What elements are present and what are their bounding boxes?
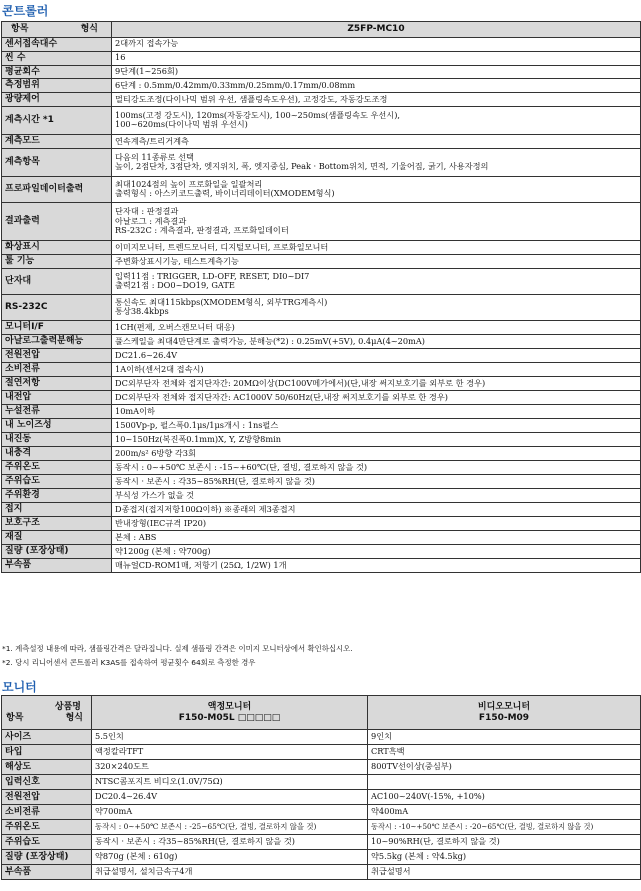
spec-value xyxy=(112,254,641,268)
video-monitor-value: AC100~240V(-15%, +10%) xyxy=(368,790,641,805)
footnote: *1. 계측설정 내용에 따라, 샘플링간격은 달라집니다. 실제 샘플링 간격은 이미지 모니터상에서 확인하십시오. xyxy=(2,644,353,653)
monitor-spec-row xyxy=(2,835,641,850)
spec-label: 내충격 xyxy=(2,446,112,460)
spec-value-line: 높이, 2점단차, 3점단차, 엣지위치, 폭, 엣지중심, Peak · Bottom위치, 면적, 기울어짐, 굵기, 사용자정의 xyxy=(115,161,489,172)
spec-value-line: 입력11점 : TRIGGER, LD-OFF, RESET, DI0~DI7 xyxy=(115,270,310,281)
spec-label: 결과출력 xyxy=(2,202,112,240)
spec-label: 누설전류 xyxy=(2,404,112,418)
video-monitor-value: 동작시 : -10~+50℃ 보존시 : -20~65℃(단, 결빙, 결로하지 않을 것) xyxy=(368,820,641,835)
spec-row xyxy=(2,544,641,558)
spec-value-line: DC외부단자 전체와 접지단자간: 20MΩ이상(DC100V메가에서)(단,내장 써지보호기를 외부로 한 경우) xyxy=(115,377,486,388)
lcd-monitor-value: NTSC콤포지트 비디오(1.0V/75Ω) xyxy=(92,775,368,790)
spec-value xyxy=(112,294,641,320)
spec-row xyxy=(2,268,641,294)
video-monitor-model: F150-M09 xyxy=(478,712,530,723)
spec-value-line: 풀스케일을 최대4만단계로 출력가능, 분해능(*2) : 0.25mV(+5V), 0.4μA(4~20mA) xyxy=(115,335,425,346)
spec-value-line: 최대1024점의 높이 프로화일을 일괄처리 xyxy=(115,178,263,189)
spec-row xyxy=(2,432,641,446)
spec-row xyxy=(2,558,641,572)
spec-row xyxy=(2,488,641,502)
spec-label: 단자대 xyxy=(2,268,112,294)
spec-row xyxy=(2,294,641,320)
spec-row xyxy=(2,474,641,488)
spec-label: 주위환경 xyxy=(2,488,112,502)
spec-value-line: 200m/s² 6방향 각3회 xyxy=(115,447,196,458)
spec-label: 아날로그출력분해능 xyxy=(2,334,112,348)
monitor-header-row xyxy=(2,696,641,730)
lcd-monitor-name: 액정모니터 xyxy=(207,701,252,712)
spec-value xyxy=(112,176,641,202)
spec-row xyxy=(2,240,641,254)
spec-row xyxy=(2,390,641,404)
lcd-monitor-value: 약700mA xyxy=(92,805,368,820)
header-item-label: 항목 xyxy=(6,712,24,723)
spec-value-line: 6단계 : 0.5mm/0.42mm/0.33mm/0.25mm/0.17mm/0.08mm xyxy=(115,79,356,90)
spec-value-line: 출력21점 : DO0~DO19, GATE xyxy=(115,280,235,291)
video-monitor-name: 비디오모니터 xyxy=(477,701,531,712)
spec-value-line: 출력형식 : 아스키코드출력, 바이너리데이터(XMODEM형식) xyxy=(115,188,335,199)
monitor-spec-label: 사이즈 xyxy=(2,730,92,745)
spec-row xyxy=(2,134,641,148)
monitor-spec-row xyxy=(2,775,641,790)
monitor-spec-label: 타입 xyxy=(2,745,92,760)
spec-value-line: 100ms(고정 강도시), 120ms(자동강도시), 100~250ms(샘플링속도 우선시), xyxy=(115,109,401,120)
spec-value xyxy=(112,106,641,134)
spec-row xyxy=(2,362,641,376)
video-monitor-value: 약5.5kg (본체 : 약4.5kg) xyxy=(368,850,641,865)
spec-value-line: 동작시 : 0~+50℃ 보존시 : -15~+60℃(단, 결빙, 결로하지 않을 것) xyxy=(115,461,368,472)
spec-value-line: DC외부단자 전체와 접지단자간: AC1000V 50/60Hz(단,내장 써지보호기를 외부로 한 경우) xyxy=(115,391,448,402)
monitor-spec-label: 주위온도 xyxy=(2,820,92,835)
header-type-label: 형식 xyxy=(65,712,83,723)
spec-value-line: 아날로그 : 계측결과 xyxy=(115,215,187,226)
spec-label: 주위온도 xyxy=(2,460,112,474)
spec-row xyxy=(2,418,641,432)
spec-row xyxy=(2,51,641,65)
spec-value-line: 1CH(편제, 오버스캔모니터 대응) xyxy=(115,321,235,332)
spec-value-line: D종접지(접지저항100Ω이하) ※종래의 제3종접지 xyxy=(115,503,296,514)
spec-row xyxy=(2,320,641,334)
spec-label: 부속품 xyxy=(2,558,112,572)
spec-value-line: 이미지모니터, 트렌드모니터, 디지털모니터, 프로화일모니터 xyxy=(115,241,329,252)
lcd-monitor-model: F150-M05L □□□□□ xyxy=(178,712,281,723)
spec-row xyxy=(2,502,641,516)
monitor-spec-row xyxy=(2,805,641,820)
monitor-spec-row xyxy=(2,760,641,775)
monitor-spec-label: 전원전압 xyxy=(2,790,92,805)
spec-row xyxy=(2,348,641,362)
monitor-header-lcd xyxy=(92,696,368,730)
spec-value-line: 16 xyxy=(115,52,126,63)
spec-label: 질량 (포장상태) xyxy=(2,544,112,558)
spec-label: 모니터I/F xyxy=(2,320,112,334)
spec-label: 내진동 xyxy=(2,432,112,446)
spec-row xyxy=(2,254,641,268)
lcd-monitor-value: DC20.4~26.4V xyxy=(92,790,368,805)
spec-row xyxy=(2,516,641,530)
monitor-spec-row xyxy=(2,790,641,805)
footnotes xyxy=(2,642,638,670)
spec-label: 재질 xyxy=(2,530,112,544)
spec-row xyxy=(2,460,641,474)
spec-label: 내전압 xyxy=(2,390,112,404)
monitor-header-video xyxy=(368,696,641,730)
spec-value-line: 본체 : ABS xyxy=(115,531,157,542)
spec-value-line: 연속계측/트리거계측 xyxy=(115,135,189,146)
spec-value-line: 약1200g (본체 : 약700g) xyxy=(115,545,211,556)
monitor-spec-label: 해상도 xyxy=(2,760,92,775)
spec-label: 센서접속대수 xyxy=(2,38,112,52)
monitor-spec-label: 질량 (포장상태) xyxy=(2,850,92,865)
spec-value xyxy=(112,376,641,390)
monitor-spec-label: 주위습도 xyxy=(2,835,92,850)
monitor-spec-row xyxy=(2,865,641,880)
spec-row xyxy=(2,79,641,93)
monitor-spec-label: 부속품 xyxy=(2,865,92,880)
monitor-spec-row xyxy=(2,730,641,745)
spec-value-line: 단자대 : 판정결과 xyxy=(115,205,179,216)
controller-section-title: 콘트롤러 xyxy=(2,4,49,18)
spec-value xyxy=(112,544,641,558)
spec-value xyxy=(112,404,641,418)
spec-row xyxy=(2,446,641,460)
monitor-header-item-type xyxy=(2,696,92,730)
controller-spec-table xyxy=(1,21,641,573)
spec-row xyxy=(2,38,641,52)
spec-row xyxy=(2,65,641,79)
spec-value xyxy=(112,79,641,93)
spec-label: 내 노이즈성 xyxy=(2,418,112,432)
spec-value xyxy=(112,148,641,176)
spec-label: 프로파일데이터출력 xyxy=(2,176,112,202)
spec-value xyxy=(112,134,641,148)
spec-label: 계측모드 xyxy=(2,134,112,148)
spec-row xyxy=(2,376,641,390)
spec-label: 주위습도 xyxy=(2,474,112,488)
spec-label: 보호구조 xyxy=(2,516,112,530)
spec-label: 평균회수 xyxy=(2,65,112,79)
lcd-monitor-value: 취급설명서, 설치금속구4개 xyxy=(92,865,368,880)
spec-row xyxy=(2,202,641,240)
spec-row xyxy=(2,148,641,176)
lcd-monitor-value: 5.5인치 xyxy=(92,730,368,745)
spec-row xyxy=(2,176,641,202)
spec-value-line: 동작시 · 보존시 : 각35~85%RH(단, 결로하지 않을 것) xyxy=(115,475,315,486)
spec-value-line: 주변화상표시기능, 테스트계측기능 xyxy=(115,255,239,266)
spec-value xyxy=(112,460,641,474)
header-product-name: 상품명 xyxy=(54,701,81,712)
spec-value-line: 통신속도 최대115kbps(XMODEM형식, 외부TRG계측시) xyxy=(115,296,328,307)
spec-value-line: 1500Vp-p, 펄스폭0.1μs/1μs개시 : 1ns펄스 xyxy=(115,419,279,430)
spec-row xyxy=(2,404,641,418)
spec-value-line: DC21.6~26.4V xyxy=(115,349,178,360)
spec-label: 광량제어 xyxy=(2,93,112,107)
spec-value xyxy=(112,65,641,79)
spec-value xyxy=(112,320,641,334)
spec-value xyxy=(112,558,641,572)
video-monitor-value: 취급설명서 xyxy=(368,865,641,880)
spec-value xyxy=(112,446,641,460)
spec-label: 툴 기능 xyxy=(2,254,112,268)
lcd-monitor-value: 동작시 : 0~+50℃ 보존시 : -25~65℃(단, 결빙, 결로하지 않을 것) xyxy=(92,820,368,835)
spec-label: 계측시간 *1 xyxy=(2,106,112,134)
spec-value xyxy=(112,474,641,488)
spec-value-line: 10~150Hz(복진폭0.1mm)X, Y, Z방향8min xyxy=(115,433,281,444)
spec-value xyxy=(112,240,641,254)
spec-value-line: 통상38.4kbps xyxy=(115,306,169,317)
video-monitor-value: 10~90%RH(단, 결로하지 않을 것) xyxy=(368,835,641,850)
monitor-spec-row xyxy=(2,850,641,865)
spec-value xyxy=(112,502,641,516)
video-monitor-value: CRT흑백 xyxy=(368,745,641,760)
spec-row xyxy=(2,530,641,544)
spec-value-line: 9단계(1~256회) xyxy=(115,66,179,77)
controller-header-item-type xyxy=(2,22,112,38)
spec-row xyxy=(2,93,641,107)
spec-value xyxy=(112,93,641,107)
video-monitor-value: 800TV선이상(중심부) xyxy=(368,760,641,775)
spec-row xyxy=(2,106,641,134)
spec-value-line: 1A이하(센서2대 접속시) xyxy=(115,363,204,374)
video-monitor-value xyxy=(368,775,641,790)
spec-value xyxy=(112,390,641,404)
lcd-monitor-value: 320×240도트 xyxy=(92,760,368,775)
spec-value xyxy=(112,38,641,52)
spec-row xyxy=(2,334,641,348)
lcd-monitor-value: 약870g (본체 : 610g) xyxy=(92,850,368,865)
spec-label: RS-232C xyxy=(2,294,112,320)
monitor-section-title: 모니터 xyxy=(2,680,37,694)
monitor-spec-label: 소비전류 xyxy=(2,805,92,820)
spec-value xyxy=(112,202,641,240)
spec-label: 화상표시 xyxy=(2,240,112,254)
spec-value-line: 멀티강도조정(다이나믹 범위 우선, 샘플링속도우선), 고정강도, 자동강도조정 xyxy=(115,93,388,104)
spec-label: 절연저항 xyxy=(2,376,112,390)
spec-value-line: 매뉴얼CD-ROM1매, 저항기 (25Ω, 1/2W) 1개 xyxy=(115,559,287,570)
spec-value xyxy=(112,432,641,446)
spec-label: 씬 수 xyxy=(2,51,112,65)
spec-value-line: 10mA이하 xyxy=(115,405,155,416)
spec-value xyxy=(112,530,641,544)
spec-value-line: 다음의 11종류로 선택 xyxy=(115,151,194,162)
spec-value-line: 반내장형(IEC규격 IP20) xyxy=(115,517,207,528)
header-item-label: 항목 xyxy=(11,24,29,35)
spec-value xyxy=(112,51,641,65)
controller-header-row xyxy=(2,22,641,38)
spec-label: 소비전류 xyxy=(2,362,112,376)
monitor-spec-row xyxy=(2,745,641,760)
monitor-spec-row xyxy=(2,820,641,835)
spec-value xyxy=(112,362,641,376)
header-type-label: 형식 xyxy=(80,24,98,35)
spec-value xyxy=(112,488,641,502)
controller-header-model: Z5FP-MC10 xyxy=(112,22,641,38)
spec-value-line: 2대까지 접속가능 xyxy=(115,38,179,49)
video-monitor-value: 9인치 xyxy=(368,730,641,745)
spec-value xyxy=(112,348,641,362)
spec-value xyxy=(112,516,641,530)
lcd-monitor-value: 액정칼라TFT xyxy=(92,745,368,760)
spec-label: 측정범위 xyxy=(2,79,112,93)
spec-value xyxy=(112,418,641,432)
spec-label: 접지 xyxy=(2,502,112,516)
spec-value xyxy=(112,268,641,294)
spec-label: 전원전압 xyxy=(2,348,112,362)
spec-value-line: 부식성 가스가 없을 것 xyxy=(115,489,194,500)
monitor-spec-label: 입력신호 xyxy=(2,775,92,790)
footnote: *2. 당시 리니어센서 콘트롤러 K3AS를 접속하여 평균횟수 64회로 측정한 경우 xyxy=(2,658,256,667)
spec-label: 계측항목 xyxy=(2,148,112,176)
spec-value-line: 100~620ms(다이나믹 범위 우선시) xyxy=(115,119,248,130)
spec-value-line: RS-232C : 계측결과, 판정결과, 프로화일데이터 xyxy=(115,225,289,236)
lcd-monitor-value: 동작시 · 보존시 : 각35~85%RH(단, 결로하지 않을 것) xyxy=(92,835,368,850)
video-monitor-value: 약400mA xyxy=(368,805,641,820)
monitor-spec-table xyxy=(1,695,641,880)
spec-value xyxy=(112,334,641,348)
